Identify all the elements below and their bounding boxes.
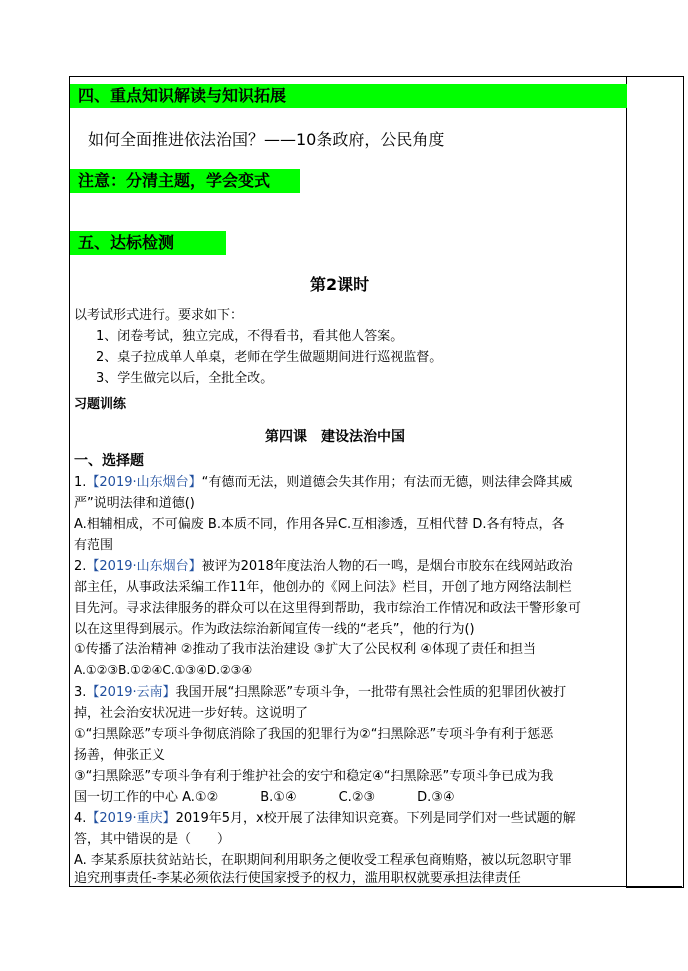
question-3-line-4: 扬善，伸张正义 [74, 748, 166, 763]
question-3-option-c: C.②③ [338, 790, 376, 805]
part-title: 一、选择题 [74, 453, 144, 469]
question-1-source: 【2019·山东烟台】 [86, 475, 202, 490]
question-2-line-1: 2.【2019·山东烟台】被评为2018年度法治人物的石一鸣，是烟台市胶东在线网站政治 [74, 559, 573, 574]
question-2-source: 【2019·山东烟台】 [86, 559, 202, 574]
question-3-line-3: ①“扫黑除恶”专项斗争彻底消除了我国的犯罪行为②“扫黑除恶”专项斗争有利于惩恶 [74, 727, 554, 742]
section-5-heading: 五、达标检测 [70, 231, 226, 255]
section-4-heading: 四、重点知识解读与知识拓展 [70, 84, 627, 108]
notes-column [626, 76, 684, 888]
question-1-options-cont: 有范围 [74, 538, 114, 553]
question-3-line-5: ③“扫黑除恶”专项斗争有利于维护社会的安宁和稳定④“扫黑除恶”专项斗争已成为我 [74, 769, 554, 784]
question-3-source: 【2019·云南】 [86, 685, 176, 700]
question-2-line-2: 部主任，从事政法采编工作11年，他创办的《网上问法》栏目，开创了地方网络法制栏 [74, 580, 572, 595]
question-4-source: 【2019·重庆】 [86, 811, 176, 826]
section-4-question: 如何全面推进依法治国？——10条政府，公民角度 [88, 130, 445, 149]
question-4-line-2: 答，其中错误的是（ ） [74, 832, 231, 847]
question-1-line-2: 严”说明法律和道德() [74, 496, 195, 511]
lesson-title: 第2课时 [310, 275, 370, 294]
exam-rule-2: 2、桌子拉成单人单桌，老师在学生做题期间进行巡视监督。 [96, 350, 443, 365]
question-1-line-1: 1.【2019·山东烟台】“有德而无法，则道德会失其作用；有法而无德，则法律会降其威 [74, 475, 573, 490]
question-4-line-4: 追究刑事责任-李某必须依法行使国家授予的权力，滥用职权就要承担法律责任 [74, 871, 521, 886]
question-1-options: A.相辅相成，不可偏废 B.本质不同，作用各异C.互相渗透，互相代替 D.各有特点，各 [74, 517, 565, 532]
exam-rule-3: 3、学生做完以后，全批全改。 [96, 371, 274, 386]
exam-intro: 以考试形式进行。要求如下： [74, 308, 244, 323]
question-3-line-6: 国一切工作的中心 A.①② B.①④ C.②③ D.③④ [74, 790, 455, 805]
question-3-line-1: 3.【2019·云南】我国开展“扫黑除恶”专项斗争，一批带有黑社会性质的犯罪团伙被打 [74, 685, 567, 700]
section-4-note: 注意：分清主题，学会变式 [70, 169, 300, 193]
question-4-line-3: A. 李某系原扶贫站站长，在职期间利用职务之便收受工程承包商贿赂，被以玩忽职守罪 [74, 853, 572, 868]
question-3-option-b: B.①④ [260, 790, 297, 805]
unit-title: 第四课 建设法治中国 [265, 429, 405, 445]
question-2-line-5: ①传播了法治精神 ②推动了我市法治建设 ③扩大了公民权利 ④体现了责任和担当 [74, 642, 537, 657]
question-2-line-3: 目先河。寻求法律服务的群众可以在这里得到帮助，我市综治工作情况和政法干警形象可 [74, 601, 582, 616]
question-3-line-2: 掉，社会治安状况进一步好转。这说明了 [74, 706, 309, 721]
question-3-option-d: D.③④ [417, 790, 455, 805]
question-4-line-1: 4.【2019·重庆】2019年5月，x校开展了法律知识竞赛。下列是同学们对一些试题的解 [74, 811, 576, 826]
question-2-options: A.①②③B.①②④C.①③④D.②③④ [74, 663, 253, 677]
question-2-line-4: 以在这里得到展示。作为政法综治新闻宣传一线的“老兵”，他的行为() [74, 622, 475, 637]
practice-label: 习题训练 [74, 397, 127, 412]
exam-rule-1: 1、闭卷考试，独立完成，不得看书，看其他人答案。 [96, 329, 404, 344]
